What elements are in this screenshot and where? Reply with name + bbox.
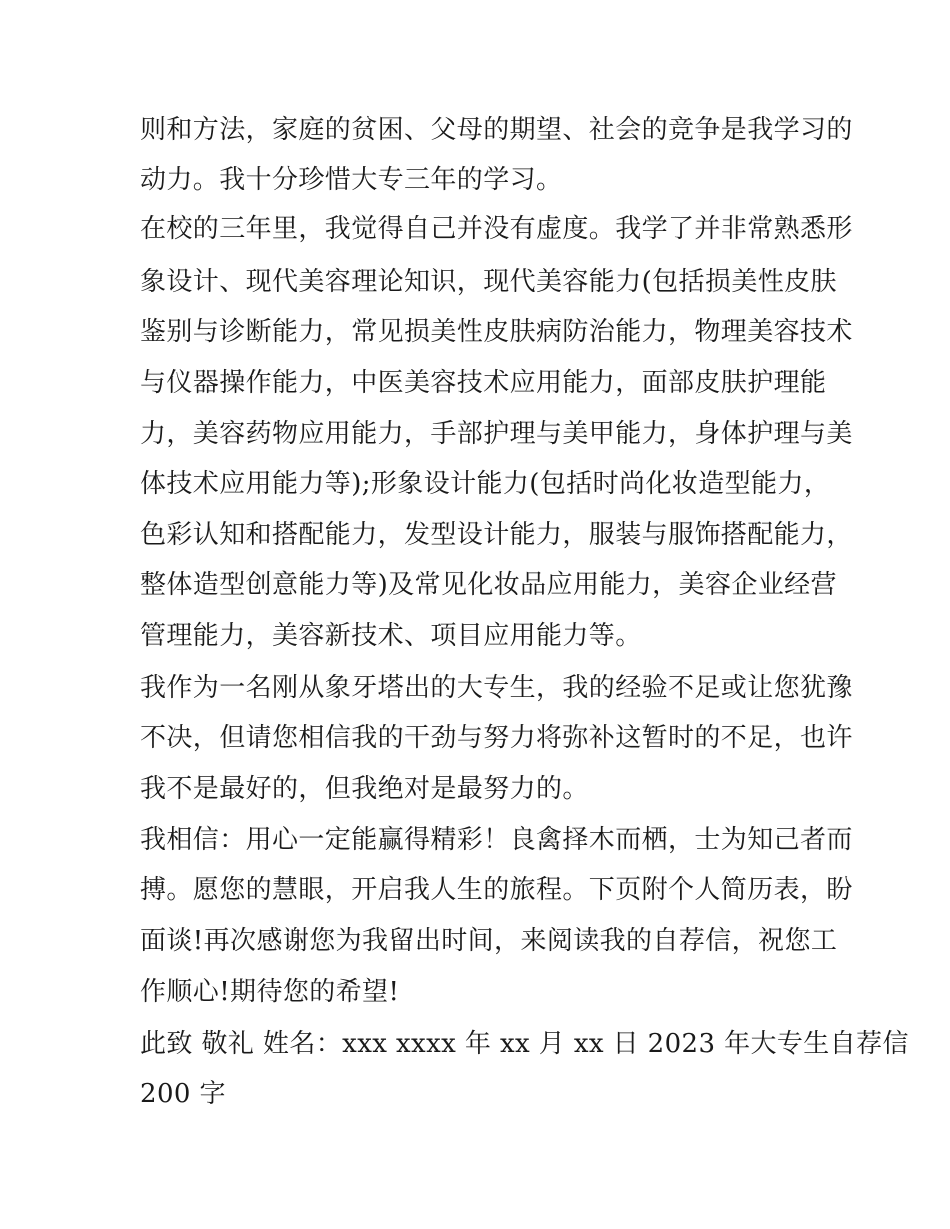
text-line: 我不是最好的，但我绝对是最努力的。: [140, 774, 589, 804]
text-line: 此致 敬礼 姓名：xxx xxxx 年 xx 月 xx 日 2023 年大专生自荐信: [140, 1029, 909, 1059]
text-line: 面谈!再次感谢您为我留出时间，来阅读我的自荐信，祝您工: [140, 926, 838, 956]
text-line: 整体造型创意能力等)及常见化妆品应用能力，美容企业经营: [140, 570, 837, 600]
text-line: 动力。我十分珍惜大专三年的学习。: [140, 165, 563, 195]
text-line: 则和方法，家庭的贫困、父母的期望、社会的竞争是我学习的: [140, 115, 853, 145]
text-line: 力，美容药物应用能力，手部护理与美甲能力，身体护理与美: [140, 419, 853, 449]
text-line: 我作为一名刚从象牙塔出的大专生，我的经验不足或让您犹豫: [140, 673, 853, 703]
text-line: 色彩认知和搭配能力，发型设计能力，服装与服饰搭配能力，: [140, 520, 853, 550]
text-line: 管理能力，美容新技术、项目应用能力等。: [140, 621, 642, 651]
text-line: 鉴别与诊断能力，常见损美性皮肤病防治能力，物理美容技术: [140, 317, 853, 347]
text-line: 与仪器操作能力，中医美容技术应用能力，面部皮肤护理能: [140, 368, 827, 398]
text-line: 体技术应用能力等);形象设计能力(包括时尚化妆造型能力，: [140, 469, 831, 499]
text-line: 搏。愿您的慧眼，开启我人生的旅程。下页附个人简历表，盼: [140, 875, 853, 905]
text-line: 200 字: [140, 1079, 226, 1109]
text-line: 在校的三年里，我觉得自己并没有虚度。我学了并非常熟悉形: [140, 214, 853, 244]
text-line: 不决，但请您相信我的干劲与努力将弥补这暂时的不足，也许: [140, 723, 853, 753]
text-line: 象设计、现代美容理论知识，现代美容能力(包括损美性皮肤: [140, 267, 837, 297]
text-line: 我相信：用心一定能赢得精彩！良禽择木而栖，士为知己者而: [140, 825, 853, 855]
text-line: 作顺心!期待您的希望!: [140, 977, 400, 1007]
